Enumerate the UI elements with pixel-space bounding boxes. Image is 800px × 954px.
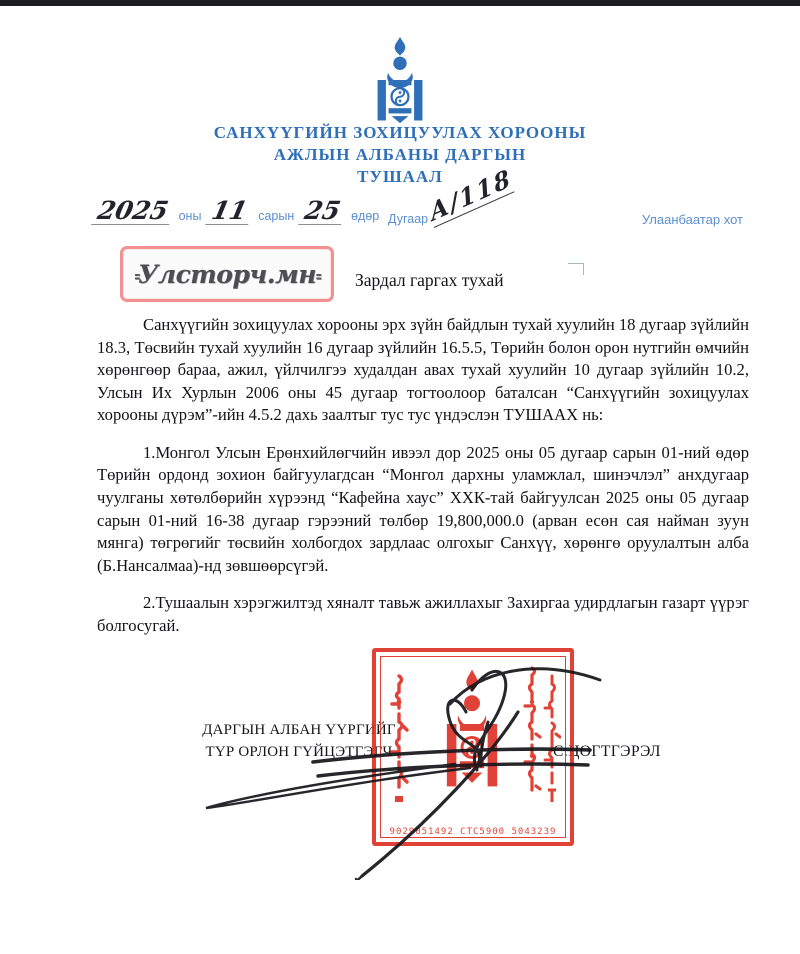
watermark-badge [120,246,334,302]
year-label: оны [178,209,202,223]
stamp-script-right-1 [522,666,542,814]
handwritten-day: 25 [298,198,347,225]
document-body [97,314,749,652]
watermark-wing-right: ⹀ [315,267,320,288]
city-label: Улаанбаатар хот [641,212,743,227]
date-fields [94,198,379,225]
watermark-wing-left: ⹀ [134,267,138,288]
official-stamp [372,648,574,846]
signer-position-line-1: ДАРГЫН АЛБАН ҮҮРГИЙГ [202,722,396,738]
signer-name: С.ЦОГТГЭРЭЛ [553,743,661,760]
watermark-text [135,260,320,289]
org-title-line-2: АЖЛЫН АЛБАНЫ ДАРГЫН [273,145,527,165]
paragraph-preamble: Санхүүгийн зохицуулах хорооны эрх зүйн байдлын тухай хуулийн 18 дугаар зүйлийн 18.3, Төсвийн тухай хуулийн 16 дугаар зүйлийн 16.5.5, Төрийн болон орон нутгийн өмчийн хөрөнгөөр бараа, ажил, үйлчилгээ худалдан авах тухай хуулийн 10 дугаар зүйлийн 10.2, Улсын Их Хурлын 2006 оны 45 дугаар тогтоолоор баталсан “Санхүүгийн зохицуулах хорооны дүрэм”-ийн 4.5.2 дахь заалтыг тус тус үндэслэн ТУШААХ нь: [97,315,749,425]
signer-position [199,720,399,764]
org-title-line-1: САНХҮҮГИЙН ЗОХИЦУУЛАХ ХОРООНЫ [213,123,587,142]
day-label: өдөр [351,209,380,223]
handwritten-year: 2025 [91,198,174,225]
stamp-soyombo-icon [433,666,511,808]
org-title [0,122,800,188]
paragraph-clause-2: 2.Тушаалын хэрэгжилтэд хяналт тавьж ажиллахыг Захиргаа удирдлагын газарт үүрэг болгосугай. [97,593,749,635]
signer-position-line-2: ТҮР ОРЛОН ГҮЙЦЭТГЭГЧ [205,743,393,760]
number-label: Дугаар [388,212,429,226]
soyombo-logo-icon [357,36,443,124]
org-title-line-3: ТУШААЛ [357,167,443,187]
handwritten-month: 11 [206,198,255,225]
paragraph-clause-1: 1.Монгол Улсын Ерөнхийлөгчийн ивээл дор 2025 оны 05 дугаар сарын 01-ний өдөр Төрийн ордонд зохион байгуулагдсан “Монгол дархны уламжлал, шинэчлэл” анхдугаар чуулганы хөтөлбөрийн хүрээнд “Кафейна хаус” ХХК-тай байгуулсан 2025 оны 05 дугаар сарын 01-ний 16-38 дугаар гэрээний төлбөр 19,800,000.0 (арван есөн сая найман зуун мянга) төгрөгийг төсвийн холбогдох зардлаас олгохыг Санхүү, хөрөнгө оруулалтын алба (Б.Нансалмаа)-нд зөвшөөрсүгэй. [97,442,749,575]
stamp-serial-number: 9029051492 СТС5900 5043239 [389,827,557,837]
stamp-script-right-2 [543,674,561,806]
scan-edge-strip [0,0,800,6]
document-subject: Зардал гаргах тухай [355,270,504,290]
handwritten-number: А/118 [426,162,515,228]
corner-bracket-mark [568,263,584,275]
watermark-site-name: Улсторч.мн [138,259,316,289]
month-label: сарын [258,209,295,223]
stamp-script-left [388,674,410,804]
